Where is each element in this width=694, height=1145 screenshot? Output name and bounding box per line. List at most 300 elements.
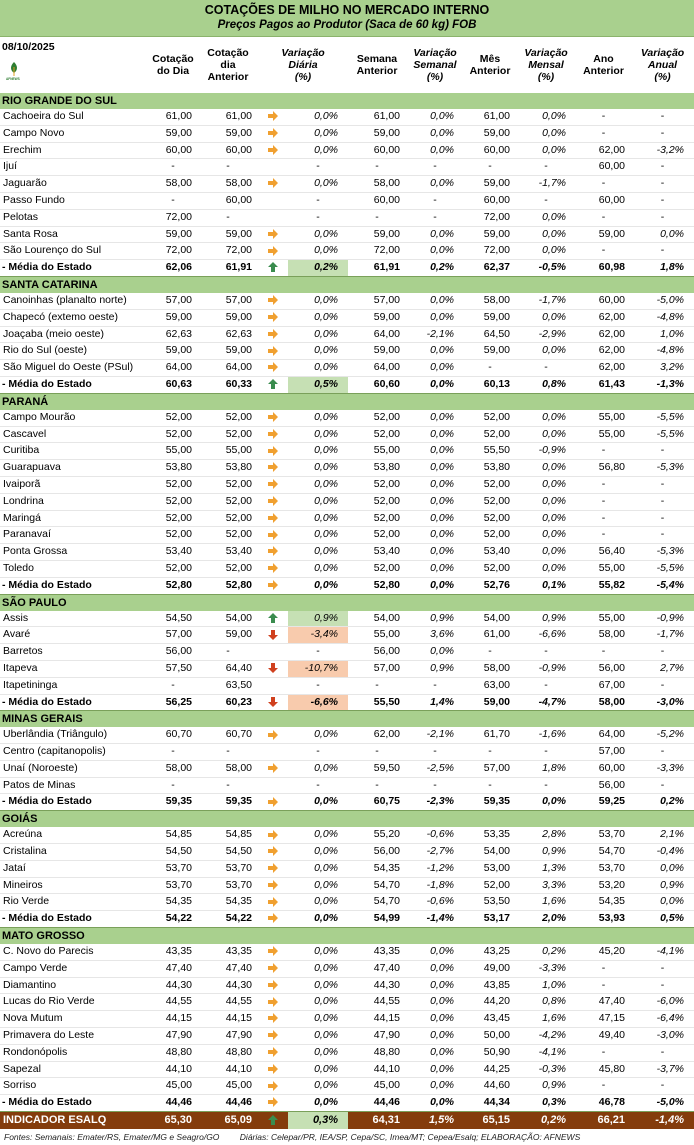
variacao-semanal: 0,0% bbox=[406, 944, 464, 960]
ano-anterior: 46,78 bbox=[576, 1095, 631, 1112]
city-name: Barretos bbox=[0, 644, 148, 661]
city-name: Sapezal bbox=[0, 1061, 148, 1078]
table-row bbox=[0, 343, 694, 360]
variacao-anual: -5,5% bbox=[631, 410, 694, 426]
cotacao-anterior: 44,15 bbox=[198, 1011, 258, 1028]
cotacao-dia: 48,80 bbox=[148, 1044, 198, 1061]
table-row bbox=[0, 744, 694, 761]
cotacao-dia: 47,40 bbox=[148, 960, 198, 977]
ano-anterior: 54,35 bbox=[576, 894, 631, 911]
variacao-diaria: 0,0% bbox=[288, 944, 348, 960]
state-average-row bbox=[0, 376, 694, 393]
semana-anterior: 54,00 bbox=[348, 611, 406, 627]
cotacao-dia: 44,55 bbox=[148, 994, 198, 1011]
city-name: Paranavaí bbox=[0, 527, 148, 544]
trend-arrow bbox=[258, 1028, 288, 1045]
quotes-table bbox=[0, 37, 694, 1129]
ano-anterior: 56,80 bbox=[576, 460, 631, 477]
variacao-diaria: 0,0% bbox=[288, 1011, 348, 1028]
trend-arrow bbox=[258, 343, 288, 360]
variacao-diaria: 0,0% bbox=[288, 360, 348, 377]
variacao-mensal: -4,2% bbox=[516, 1028, 576, 1045]
variacao-anual: -4,8% bbox=[631, 309, 694, 326]
table-row bbox=[0, 627, 694, 644]
cotacao-anterior: - bbox=[198, 159, 258, 176]
city-name: Acreúna bbox=[0, 827, 148, 843]
arrow-right-icon bbox=[267, 996, 279, 1008]
trend-arrow bbox=[258, 125, 288, 142]
cotacao-dia: 54,50 bbox=[148, 844, 198, 861]
variacao-mensal: - bbox=[516, 192, 576, 209]
variacao-mensal: 0,9% bbox=[516, 1078, 576, 1095]
state-header-row bbox=[0, 276, 694, 293]
arrow-right-icon bbox=[267, 879, 279, 891]
variacao-semanal: -2,1% bbox=[406, 326, 464, 343]
variacao-diaria: 0,0% bbox=[288, 1095, 348, 1112]
mes-anterior: 52,00 bbox=[464, 527, 516, 544]
arrow-up-icon bbox=[267, 1114, 279, 1126]
variacao-anual: 0,0% bbox=[631, 894, 694, 911]
mes-anterior: 58,00 bbox=[464, 660, 516, 677]
semana-anterior: 53,40 bbox=[348, 544, 406, 561]
cotacao-dia: 60,00 bbox=[148, 142, 198, 159]
arrow-right-icon bbox=[267, 311, 279, 323]
variacao-anual: - bbox=[631, 109, 694, 125]
variacao-semanal: -2,1% bbox=[406, 727, 464, 743]
variacao-mensal: 2,8% bbox=[516, 827, 576, 843]
ano-anterior: 62,00 bbox=[576, 343, 631, 360]
mes-anterior: 62,37 bbox=[464, 260, 516, 277]
cotacao-dia: 58,00 bbox=[148, 176, 198, 193]
cotacao-anterior: 43,35 bbox=[198, 944, 258, 960]
variacao-mensal: 0,0% bbox=[516, 560, 576, 577]
cotacao-dia: 53,70 bbox=[148, 860, 198, 877]
variacao-diaria: 0,0% bbox=[288, 1061, 348, 1078]
semana-anterior: 62,00 bbox=[348, 727, 406, 743]
variacao-semanal: - bbox=[406, 159, 464, 176]
cotacao-dia: 52,00 bbox=[148, 410, 198, 426]
state-average-row bbox=[0, 911, 694, 928]
mes-anterior: 72,00 bbox=[464, 209, 516, 226]
semana-anterior: 52,00 bbox=[348, 510, 406, 527]
trend-arrow bbox=[258, 260, 288, 277]
variacao-diaria: - bbox=[288, 777, 348, 794]
ano-anterior: 55,82 bbox=[576, 577, 631, 594]
ano-anterior: 45,80 bbox=[576, 1061, 631, 1078]
city-name: Sorriso bbox=[0, 1078, 148, 1095]
ano-anterior: 56,40 bbox=[576, 544, 631, 561]
city-name: - Média do Estado bbox=[0, 694, 148, 711]
variacao-anual: - bbox=[631, 209, 694, 226]
state-header-row bbox=[0, 393, 694, 410]
arrow-down-icon bbox=[267, 696, 279, 708]
table-row bbox=[0, 159, 694, 176]
afnews-logo-icon bbox=[6, 61, 22, 81]
ano-anterior: - bbox=[576, 243, 631, 260]
cotacao-anterior: 44,30 bbox=[198, 977, 258, 994]
table-row bbox=[0, 293, 694, 309]
trend-arrow bbox=[258, 1011, 288, 1028]
cotacao-anterior: 59,00 bbox=[198, 627, 258, 644]
variacao-semanal: 1,5% bbox=[406, 1112, 464, 1130]
trend-arrow bbox=[258, 677, 288, 694]
semana-anterior: 59,50 bbox=[348, 760, 406, 777]
cotacao-anterior: 52,80 bbox=[198, 577, 258, 594]
variacao-diaria: 0,0% bbox=[288, 142, 348, 159]
city-name: Primavera do Leste bbox=[0, 1028, 148, 1045]
variacao-mensal: 0,0% bbox=[516, 544, 576, 561]
variacao-semanal: 0,0% bbox=[406, 1061, 464, 1078]
cotacao-dia: 62,06 bbox=[148, 260, 198, 277]
semana-anterior: - bbox=[348, 677, 406, 694]
variacao-mensal: 0,0% bbox=[516, 309, 576, 326]
ano-anterior: - bbox=[576, 527, 631, 544]
variacao-semanal: 0,0% bbox=[406, 1095, 464, 1112]
arrow-right-icon bbox=[267, 110, 279, 122]
variacao-diaria: 0,0% bbox=[288, 426, 348, 443]
arrow-right-icon bbox=[267, 361, 279, 373]
variacao-semanal: 0,0% bbox=[406, 343, 464, 360]
col-cotacao-anterior: Cotação dia Anterior bbox=[207, 47, 249, 83]
city-name: São Lourenço do Sul bbox=[0, 243, 148, 260]
variacao-diaria: 0,0% bbox=[288, 727, 348, 743]
mes-anterior: 59,00 bbox=[464, 309, 516, 326]
arrow-down-icon bbox=[267, 629, 279, 641]
variacao-semanal: 0,0% bbox=[406, 360, 464, 377]
variacao-semanal: 0,0% bbox=[406, 560, 464, 577]
trend-arrow bbox=[258, 1095, 288, 1112]
semana-anterior: 57,00 bbox=[348, 660, 406, 677]
state-name: SÃO PAULO bbox=[0, 594, 694, 611]
cotacao-anterior: 57,00 bbox=[198, 293, 258, 309]
variacao-mensal: 0,0% bbox=[516, 343, 576, 360]
variacao-semanal: 0,0% bbox=[406, 544, 464, 561]
city-name: Curitiba bbox=[0, 443, 148, 460]
variacao-semanal: 0,0% bbox=[406, 226, 464, 243]
ano-anterior: 62,00 bbox=[576, 326, 631, 343]
cotacao-anterior: 64,40 bbox=[198, 660, 258, 677]
variacao-anual: 1,0% bbox=[631, 326, 694, 343]
variacao-anual: - bbox=[631, 243, 694, 260]
cotacao-anterior: 64,00 bbox=[198, 360, 258, 377]
mes-anterior: 53,35 bbox=[464, 827, 516, 843]
trend-arrow bbox=[258, 176, 288, 193]
mes-anterior: 52,00 bbox=[464, 410, 516, 426]
trend-arrow bbox=[258, 894, 288, 911]
state-header-row bbox=[0, 93, 694, 109]
ano-anterior: 58,00 bbox=[576, 627, 631, 644]
table-row bbox=[0, 326, 694, 343]
table-row bbox=[0, 176, 694, 193]
mes-anterior: 52,00 bbox=[464, 560, 516, 577]
semana-anterior: 55,00 bbox=[348, 627, 406, 644]
variacao-anual: -5,3% bbox=[631, 460, 694, 477]
variacao-diaria: -6,6% bbox=[288, 694, 348, 711]
variacao-semanal: -1,8% bbox=[406, 877, 464, 894]
city-name: Avaré bbox=[0, 627, 148, 644]
mes-anterior: 59,00 bbox=[464, 343, 516, 360]
variacao-semanal: -0,6% bbox=[406, 894, 464, 911]
cotacao-dia: 57,50 bbox=[148, 660, 198, 677]
variacao-semanal: 0,0% bbox=[406, 243, 464, 260]
cotacao-dia: 52,00 bbox=[148, 510, 198, 527]
variacao-semanal: - bbox=[406, 209, 464, 226]
semana-anterior: 52,00 bbox=[348, 426, 406, 443]
mes-anterior: - bbox=[464, 360, 516, 377]
cotacao-dia: 65,30 bbox=[148, 1112, 198, 1130]
variacao-mensal: - bbox=[516, 159, 576, 176]
cotacao-dia: 57,00 bbox=[148, 293, 198, 309]
state-header-row bbox=[0, 811, 694, 828]
mes-anterior: 53,40 bbox=[464, 544, 516, 561]
variacao-semanal: 0,0% bbox=[406, 376, 464, 393]
semana-anterior: 52,00 bbox=[348, 476, 406, 493]
city-name: Rondonópolis bbox=[0, 1044, 148, 1061]
semana-anterior: 60,00 bbox=[348, 192, 406, 209]
table-row bbox=[0, 644, 694, 661]
variacao-diaria: 0,0% bbox=[288, 577, 348, 594]
semana-anterior: 54,70 bbox=[348, 877, 406, 894]
trend-arrow bbox=[258, 760, 288, 777]
city-name: C. Novo do Parecis bbox=[0, 944, 148, 960]
mes-anterior: 58,00 bbox=[464, 293, 516, 309]
trend-arrow bbox=[258, 827, 288, 843]
arrow-right-icon bbox=[267, 729, 279, 741]
trend-arrow bbox=[258, 744, 288, 761]
indicator-row bbox=[0, 1112, 694, 1130]
variacao-semanal: 0,0% bbox=[406, 109, 464, 125]
variacao-diaria: 0,0% bbox=[288, 960, 348, 977]
variacao-mensal: 0,0% bbox=[516, 410, 576, 426]
variacao-anual: -3,7% bbox=[631, 1061, 694, 1078]
arrow-right-icon bbox=[267, 962, 279, 974]
table-row bbox=[0, 994, 694, 1011]
cotacao-anterior: 61,91 bbox=[198, 260, 258, 277]
variacao-semanal: 0,0% bbox=[406, 1078, 464, 1095]
col-cotacao-dia: Cotação do Dia bbox=[152, 53, 194, 77]
table-row bbox=[0, 844, 694, 861]
cotacao-dia: - bbox=[148, 777, 198, 794]
trend-arrow bbox=[258, 644, 288, 661]
trend-arrow bbox=[258, 159, 288, 176]
variacao-semanal: 0,0% bbox=[406, 293, 464, 309]
cotacao-anterior: 59,00 bbox=[198, 125, 258, 142]
arrow-up-icon bbox=[267, 261, 279, 273]
variacao-anual: -0,4% bbox=[631, 844, 694, 861]
variacao-mensal: 2,0% bbox=[516, 911, 576, 928]
mes-anterior: 53,80 bbox=[464, 460, 516, 477]
variacao-semanal: 0,9% bbox=[406, 611, 464, 627]
arrow-up-icon bbox=[267, 612, 279, 624]
arrow-right-icon bbox=[267, 445, 279, 457]
ano-anterior: - bbox=[576, 960, 631, 977]
city-name: - Média do Estado bbox=[0, 794, 148, 811]
cotacao-dia: 59,00 bbox=[148, 226, 198, 243]
cotacao-anterior: 44,10 bbox=[198, 1061, 258, 1078]
city-name: Londrina bbox=[0, 493, 148, 510]
semana-anterior: 64,00 bbox=[348, 360, 406, 377]
variacao-diaria: 0,0% bbox=[288, 1028, 348, 1045]
footer bbox=[0, 1129, 694, 1145]
table-row bbox=[0, 410, 694, 426]
variacao-diaria: 0,5% bbox=[288, 376, 348, 393]
semana-anterior: 47,40 bbox=[348, 960, 406, 977]
variacao-diaria: - bbox=[288, 159, 348, 176]
ano-anterior: 47,40 bbox=[576, 994, 631, 1011]
cotacao-anterior: 60,00 bbox=[198, 142, 258, 159]
variacao-diaria: 0,0% bbox=[288, 326, 348, 343]
city-name: Ijuí bbox=[0, 159, 148, 176]
variacao-diaria: 0,0% bbox=[288, 226, 348, 243]
trend-arrow bbox=[258, 560, 288, 577]
cotacao-anterior: 53,80 bbox=[198, 460, 258, 477]
ano-anterior: 55,00 bbox=[576, 426, 631, 443]
mes-anterior: 44,60 bbox=[464, 1078, 516, 1095]
cotacao-dia: 58,00 bbox=[148, 760, 198, 777]
variacao-semanal: 0,0% bbox=[406, 176, 464, 193]
table-row bbox=[0, 760, 694, 777]
variacao-anual: 3,2% bbox=[631, 360, 694, 377]
table-row bbox=[0, 1044, 694, 1061]
mes-anterior: 59,35 bbox=[464, 794, 516, 811]
cotacao-dia: 52,80 bbox=[148, 577, 198, 594]
semana-anterior: 60,60 bbox=[348, 376, 406, 393]
mes-anterior: 61,00 bbox=[464, 109, 516, 125]
mes-anterior: 43,45 bbox=[464, 1011, 516, 1028]
city-name: Nova Mutum bbox=[0, 1011, 148, 1028]
arrow-right-icon bbox=[267, 177, 279, 189]
table-row bbox=[0, 460, 694, 477]
arrow-right-icon bbox=[267, 328, 279, 340]
mes-anterior: 59,00 bbox=[464, 176, 516, 193]
variacao-diaria: 0,0% bbox=[288, 560, 348, 577]
variacao-diaria: 0,0% bbox=[288, 109, 348, 125]
variacao-anual: - bbox=[631, 176, 694, 193]
trend-arrow bbox=[258, 727, 288, 743]
variacao-diaria: - bbox=[288, 192, 348, 209]
mes-anterior: 59,00 bbox=[464, 226, 516, 243]
cotacao-dia: 54,85 bbox=[148, 827, 198, 843]
variacao-mensal: 0,0% bbox=[516, 493, 576, 510]
trend-arrow bbox=[258, 142, 288, 159]
city-name: Patos de Minas bbox=[0, 777, 148, 794]
mes-anterior: 52,00 bbox=[464, 476, 516, 493]
city-name: Mineiros bbox=[0, 877, 148, 894]
ano-anterior: 60,00 bbox=[576, 293, 631, 309]
semana-anterior: - bbox=[348, 209, 406, 226]
variacao-mensal: -3,3% bbox=[516, 960, 576, 977]
arrow-right-icon bbox=[267, 461, 279, 473]
arrow-right-icon bbox=[267, 1063, 279, 1075]
trend-arrow bbox=[258, 443, 288, 460]
cotacao-anterior: 65,09 bbox=[198, 1112, 258, 1130]
variacao-diaria: - bbox=[288, 209, 348, 226]
variacao-mensal: 1,6% bbox=[516, 894, 576, 911]
trend-arrow bbox=[258, 994, 288, 1011]
cotacao-anterior: - bbox=[198, 644, 258, 661]
table-row bbox=[0, 727, 694, 743]
variacao-diaria: 0,0% bbox=[288, 794, 348, 811]
trend-arrow bbox=[258, 192, 288, 209]
trend-arrow bbox=[258, 109, 288, 125]
mes-anterior: 50,00 bbox=[464, 1028, 516, 1045]
arrow-right-icon bbox=[267, 979, 279, 991]
trend-arrow bbox=[258, 209, 288, 226]
cotacao-dia: 43,35 bbox=[148, 944, 198, 960]
trend-arrow bbox=[258, 794, 288, 811]
ano-anterior: 60,00 bbox=[576, 760, 631, 777]
variacao-diaria: 0,0% bbox=[288, 343, 348, 360]
state-average-row bbox=[0, 260, 694, 277]
cotacao-anterior: 58,00 bbox=[198, 760, 258, 777]
variacao-diaria: 0,0% bbox=[288, 544, 348, 561]
variacao-diaria: 0,0% bbox=[288, 894, 348, 911]
variacao-mensal: 0,0% bbox=[516, 460, 576, 477]
variacao-mensal: -0,3% bbox=[516, 1061, 576, 1078]
semana-anterior: - bbox=[348, 744, 406, 761]
variacao-diaria: 0,0% bbox=[288, 443, 348, 460]
variacao-semanal: 0,0% bbox=[406, 994, 464, 1011]
cotacao-anterior: 59,00 bbox=[198, 343, 258, 360]
mes-anterior: 60,00 bbox=[464, 142, 516, 159]
city-name: Campo Novo bbox=[0, 125, 148, 142]
variacao-semanal: 0,0% bbox=[406, 426, 464, 443]
city-name: Joaçaba (meio oeste) bbox=[0, 326, 148, 343]
cotacao-dia: 44,30 bbox=[148, 977, 198, 994]
arrow-right-icon bbox=[267, 945, 279, 957]
semana-anterior: 43,35 bbox=[348, 944, 406, 960]
variacao-diaria: 0,0% bbox=[288, 293, 348, 309]
mes-anterior: - bbox=[464, 777, 516, 794]
table-row bbox=[0, 493, 694, 510]
cotacao-anterior: 60,70 bbox=[198, 727, 258, 743]
variacao-mensal: 1,0% bbox=[516, 977, 576, 994]
variacao-anual: -5,4% bbox=[631, 577, 694, 594]
semana-anterior: 52,00 bbox=[348, 527, 406, 544]
mes-anterior: - bbox=[464, 644, 516, 661]
title-banner bbox=[0, 0, 694, 37]
state-name: GOIÁS bbox=[0, 811, 694, 828]
variacao-anual: - bbox=[631, 960, 694, 977]
variacao-semanal: -1,2% bbox=[406, 860, 464, 877]
mes-anterior: 57,00 bbox=[464, 760, 516, 777]
cotacao-anterior: 47,40 bbox=[198, 960, 258, 977]
variacao-diaria: - bbox=[288, 644, 348, 661]
page-subtitle: Preços Pagos ao Produtor (Saca de 60 kg) FOB bbox=[217, 19, 477, 31]
variacao-semanal: 1,4% bbox=[406, 694, 464, 711]
table-row bbox=[0, 660, 694, 677]
semana-anterior: 64,00 bbox=[348, 326, 406, 343]
variacao-mensal: 0,0% bbox=[516, 476, 576, 493]
arrow-right-icon bbox=[267, 228, 279, 240]
table-row bbox=[0, 977, 694, 994]
trend-arrow bbox=[258, 1044, 288, 1061]
table-row bbox=[0, 877, 694, 894]
cotacao-anterior: 52,00 bbox=[198, 493, 258, 510]
variacao-diaria: 0,0% bbox=[288, 994, 348, 1011]
variacao-mensal: -0,9% bbox=[516, 443, 576, 460]
city-name: Rio Verde bbox=[0, 894, 148, 911]
semana-anterior: 52,00 bbox=[348, 560, 406, 577]
mes-anterior: - bbox=[464, 744, 516, 761]
variacao-semanal: - bbox=[406, 677, 464, 694]
variacao-semanal: 0,0% bbox=[406, 1011, 464, 1028]
city-name: - Média do Estado bbox=[0, 260, 148, 277]
variacao-mensal: 0,0% bbox=[516, 510, 576, 527]
cotacao-anterior: 54,00 bbox=[198, 611, 258, 627]
date-cell bbox=[0, 37, 148, 93]
trend-arrow bbox=[258, 309, 288, 326]
